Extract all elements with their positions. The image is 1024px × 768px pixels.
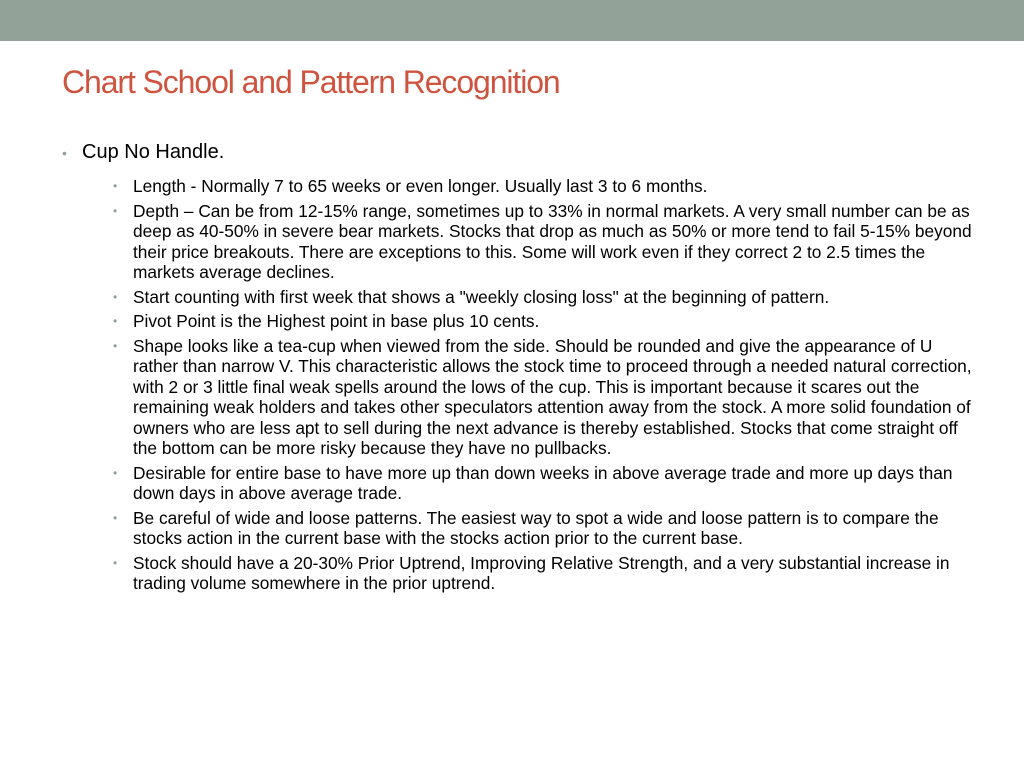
sub-bullet-list <box>82 176 972 594</box>
sub-bullet-item <box>82 553 972 594</box>
sub-bullet-item <box>82 311 972 332</box>
sub-bullet-text: Shape looks like a tea-cup when viewed from the side. Should be rounded and give the appearance of U rather than narrow V. This characteristic allows the stock time to proceed through a needed natural correction, with 2 or 3 little final weak spells around the lows of the cup. This is important because it scares out the remaining weak holders and takes other speculators attention away from the stock. A more solid foundation of owners who are less apt to sell during the next advance is thereby established. Stocks that come straight off the bottom can be more risky because they have no pullbacks. <box>133 335 972 458</box>
sub-bullet-item <box>82 463 972 504</box>
sub-bullet-text: Pivot Point is the Highest point in base plus 10 cents. <box>133 311 540 331</box>
sub-bullet-item <box>82 336 972 459</box>
main-bullet-item <box>62 138 972 594</box>
sub-bullet-item <box>82 508 972 549</box>
sub-bullet-text: Depth – Can be from 12-15% range, sometimes up to 33% in normal markets. A very small number can be as deep as 40-50% in severe bear markets. Stocks that drop as much as 50% or more tend to fail 5-15% beyond their price breakouts. There are exceptions to this. Some will work even if they correct 2 to 2.5 times the markets average declines. <box>133 200 972 282</box>
bullet-icon: • <box>113 465 118 480</box>
sub-bullet-item <box>82 287 972 308</box>
sub-bullet-item <box>82 176 972 197</box>
sub-bullet-text: Length - Normally 7 to 65 weeks or even longer. Usually last 3 to 6 months. <box>133 176 708 196</box>
sub-bullet-text: Start counting with first week that shows a "weekly closing loss" at the beginning of pattern. <box>133 286 830 307</box>
bullet-icon: • <box>113 314 118 328</box>
slide-content <box>62 138 972 598</box>
bullet-icon: • <box>113 510 118 525</box>
sub-bullet-text: Desirable for entire base to have more up than down weeks in above average trade and more up days than down days in above average trade. <box>133 462 953 503</box>
bullet-icon: • <box>113 179 118 193</box>
bullet-icon: • <box>113 203 118 218</box>
bullet-icon: • <box>62 145 67 161</box>
top-color-band <box>0 0 1024 41</box>
bullet-icon: • <box>113 555 118 570</box>
bullet-icon: • <box>113 338 118 353</box>
slide-title: Chart School and Pattern Recognition <box>62 64 560 100</box>
sub-bullet-item <box>82 201 972 283</box>
sub-bullet-text: Be careful of wide and loose patterns. The easiest way to spot a wide and loose pattern is to compare the stocks action in the current base with the stocks action prior to the current base. <box>133 507 939 548</box>
main-bullet-text: Cup No Handle. <box>82 141 225 163</box>
sub-bullet-text: Stock should have a 20-30% Prior Uptrend, Improving Relative Strength, and a very substantial increase in trading volume somewhere in the prior uptrend. <box>133 552 950 593</box>
bullet-icon: • <box>113 289 118 304</box>
bullet-list <box>62 138 972 594</box>
